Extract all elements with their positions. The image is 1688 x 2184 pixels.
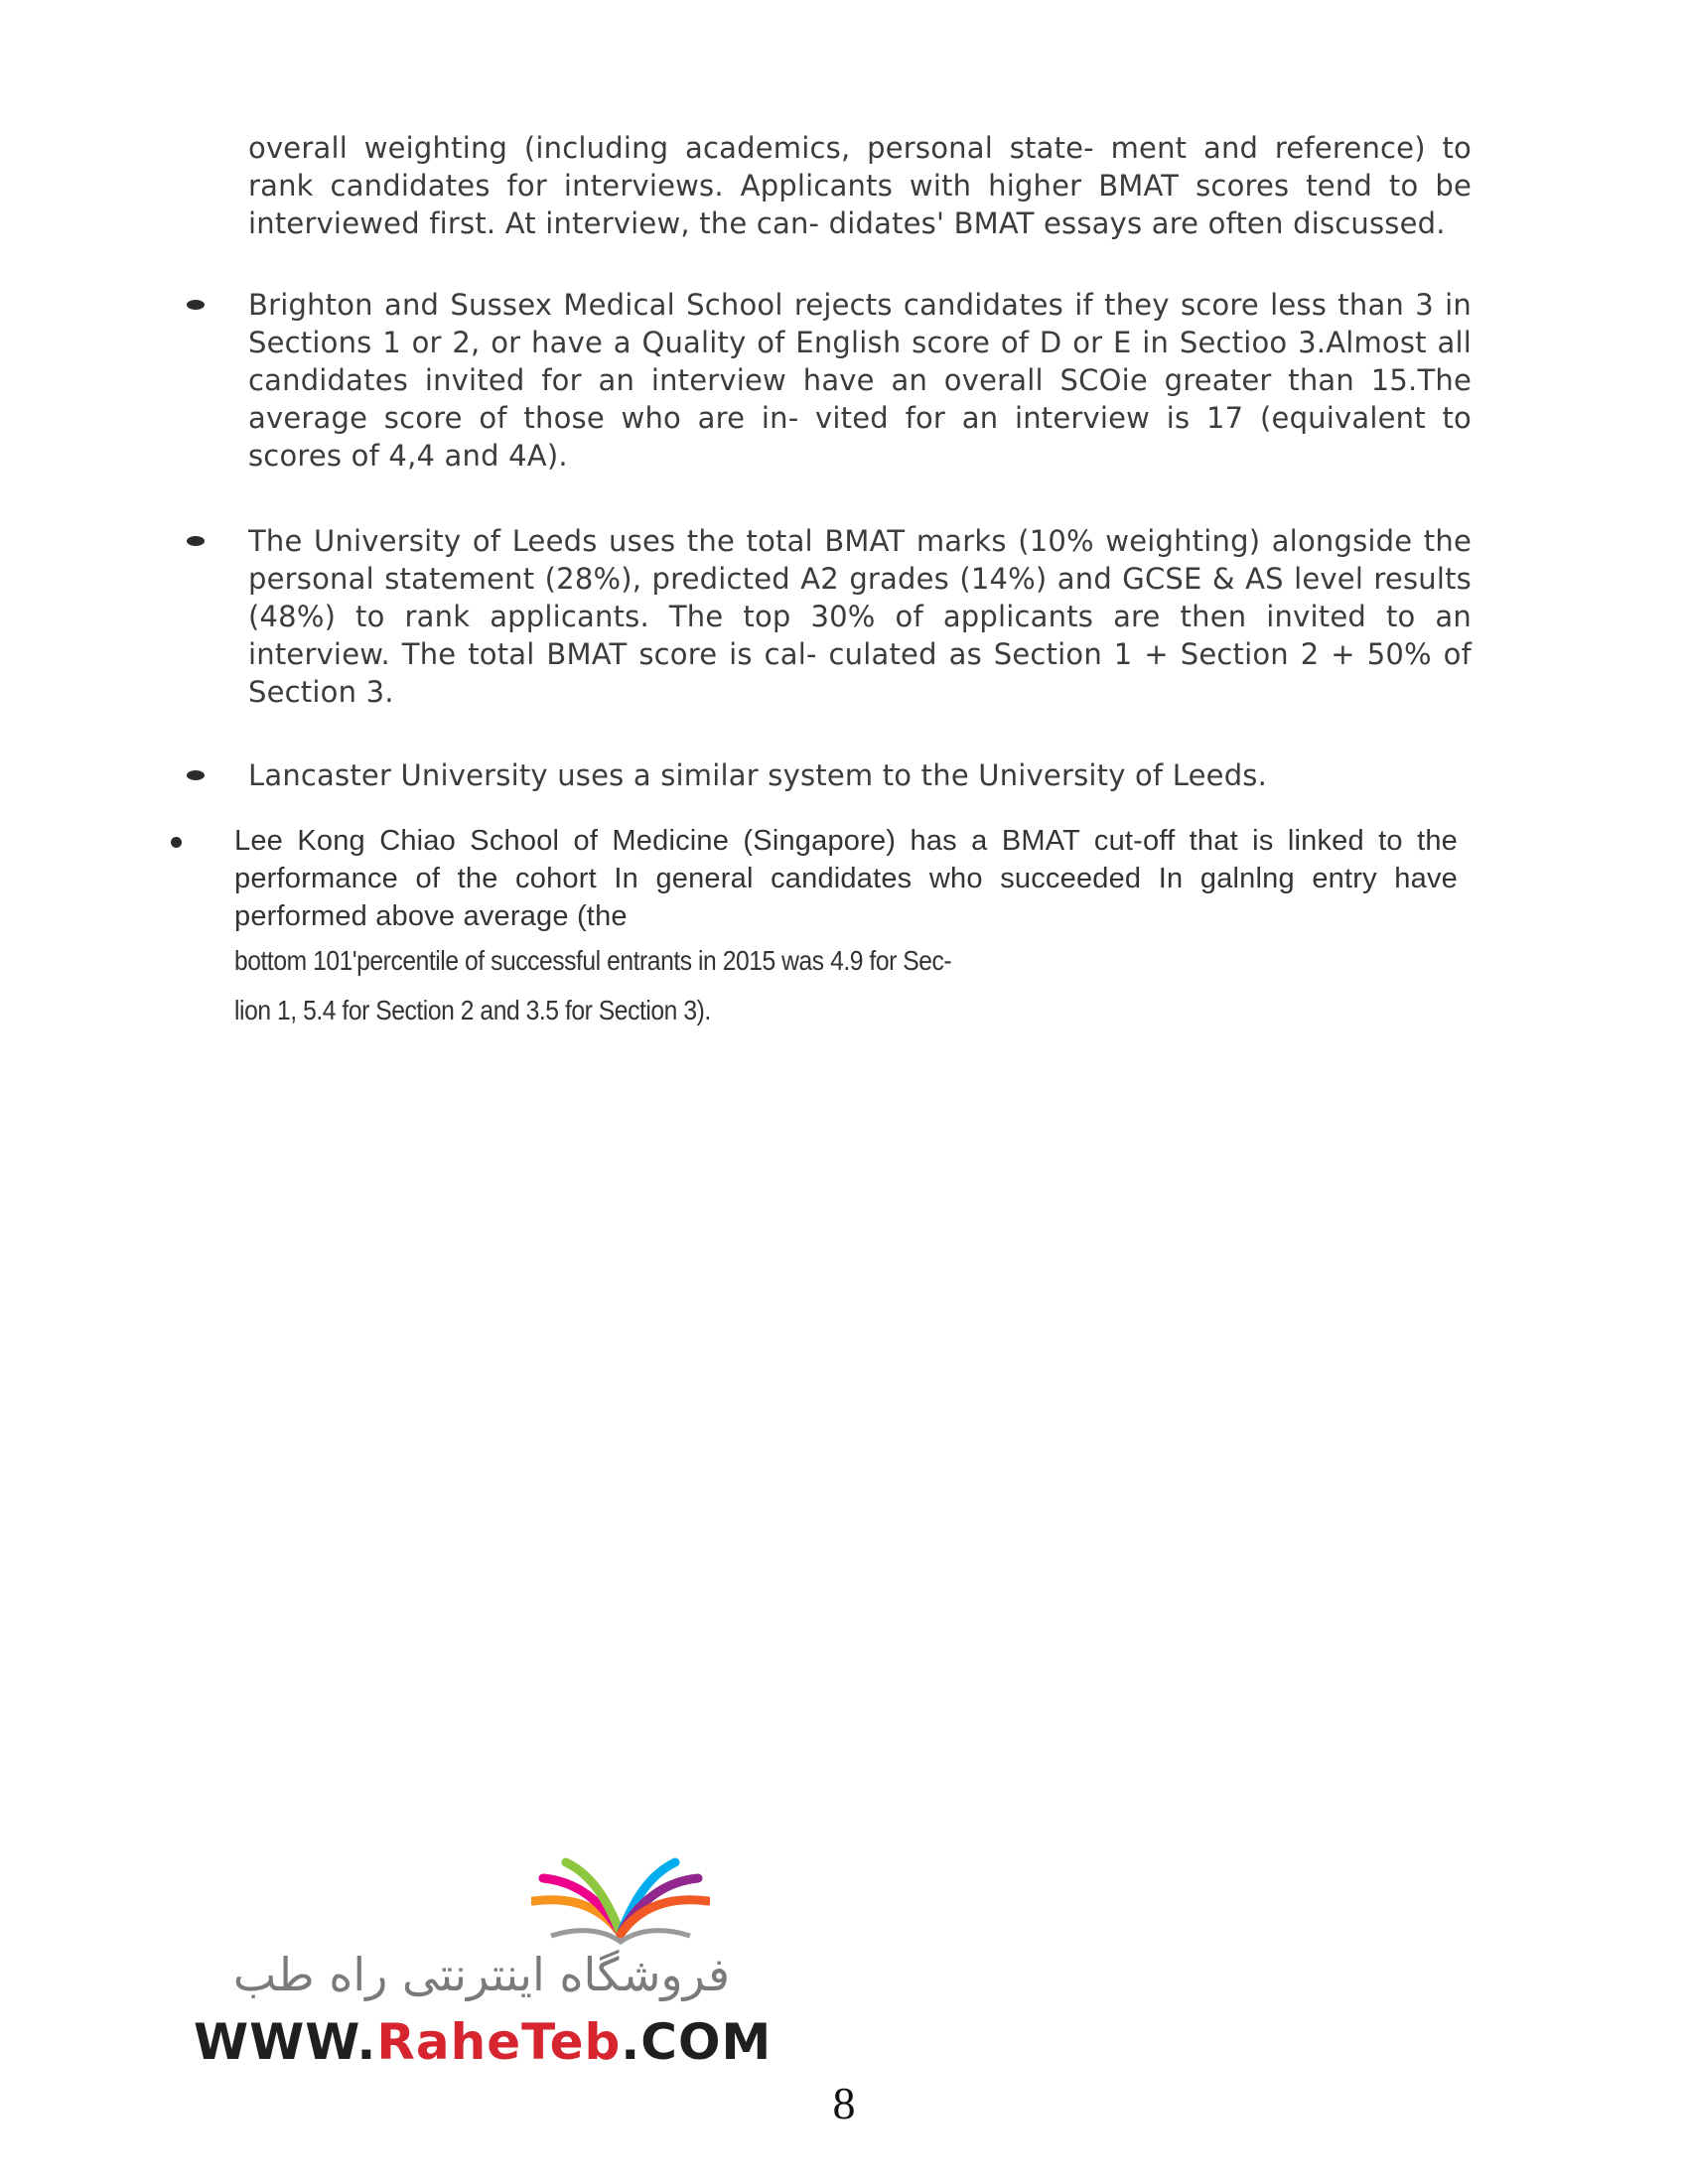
logo-url-prefix: WWW. xyxy=(194,2013,377,2071)
bullet-brighton xyxy=(187,300,205,310)
logo-url xyxy=(194,2013,772,2071)
logo-url-brand: RaheTeb xyxy=(376,2013,622,2071)
paragraph-leeds: The University of Leeds uses the total BMAT marks (10% weighting) alongside the personal statement (28%), predicted A2 grades (14%) and GCSE & AS level results (48%) to rank applicants. The top 30% of applicants are then invited to an interview. The total BMAT score is cal- culated as Section 1 + Section 2 + 50% of Section 3. xyxy=(248,524,1472,709)
logo-farsi-text: فروشگاه اینترنتی راه طب xyxy=(232,1948,730,2001)
paragraph-lancaster: Lancaster University uses a similar system to the University of Leeds. xyxy=(248,758,1268,792)
open-book-icon xyxy=(531,1856,710,1946)
bullet-lancaster xyxy=(187,770,205,780)
bullet-leeds xyxy=(187,536,205,546)
paragraph-brighton: Brighton and Sussex Medical School rejects candidates if they score less than 3 in Sections 1 or 2, or have a Quality of English score of D or E in Sectioo 3.Almost all candidates invited for an interview have an overall SCOie greater than 15.The average score of those who are in- vited for an interview is 17 (equivalent to scores of 4,4 and 4A). xyxy=(248,288,1472,473)
paragraph-intro: overall weighting (including academics, personal state- ment and reference) to rank candidates for interviews. Applicants with higher BMAT scores tend to be interviewed first. At interview, the can- didates' BMAT essays are often discussed. xyxy=(248,131,1472,240)
page-number: 8 xyxy=(832,2078,856,2128)
paragraph-lee-kong: Lee Kong Chiao School of Medicine (Singapore) has a BMAT cut-off that is linked to the performance of the cohort In general candidates who succeeded In galnlng entry have performed above average (the xyxy=(234,825,1458,932)
logo-url-suffix: .COM xyxy=(621,2013,773,2071)
bullet-lee-kong xyxy=(171,837,182,848)
paragraph-lee-kong-line3: lion 1, 5.4 for Section 2 and 3.5 for Section 3). xyxy=(234,995,711,1025)
raheteb-logo xyxy=(194,1856,773,2075)
paragraph-lee-kong-line2: bottom 101'percentile of successful entrants in 2015 was 4.9 for Sec- xyxy=(234,945,952,976)
